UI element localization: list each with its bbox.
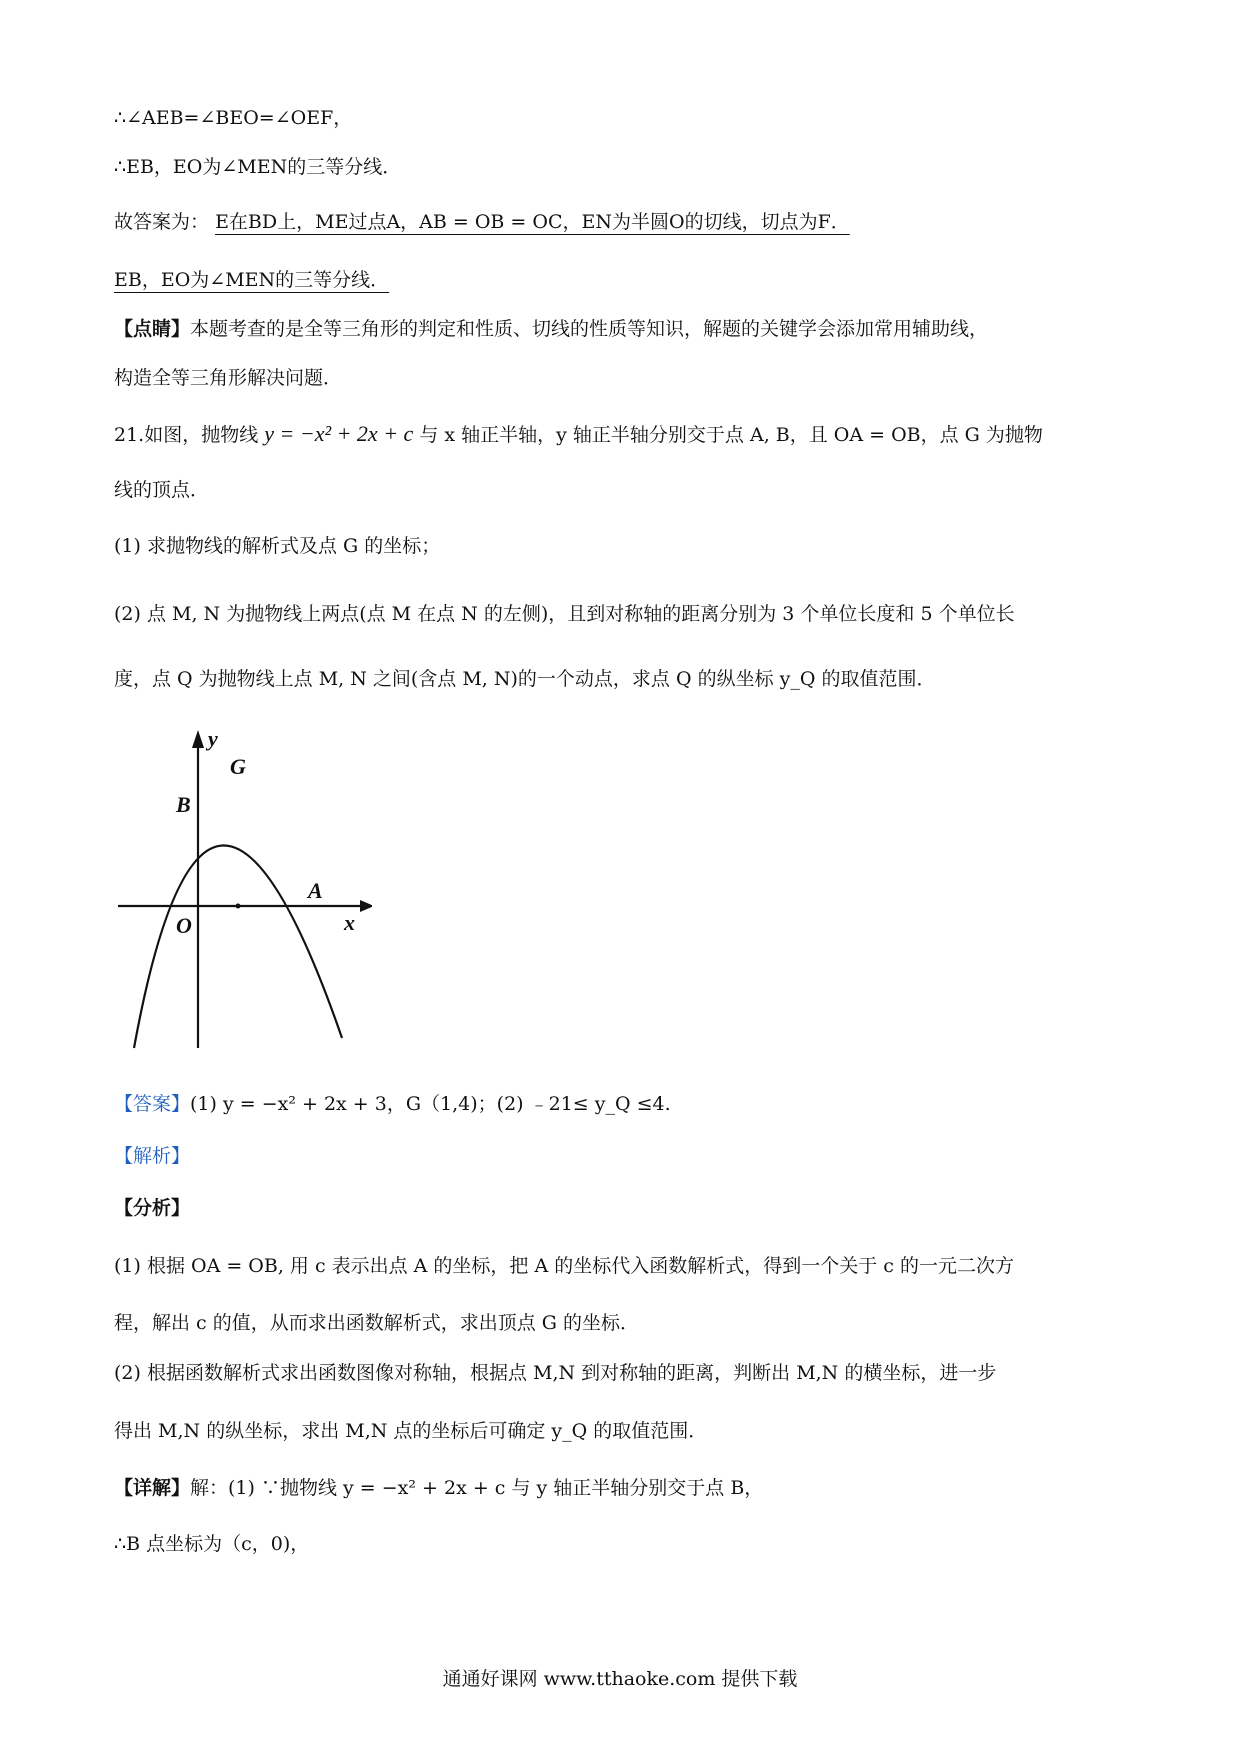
underlined-answer: E在BD上，ME过点A，AB = OB = OC，EN为半圆O的切线，切点为F．: [215, 211, 850, 233]
sub-question-2: (2) 点 M, N 为抛物线上两点(点 M 在点 N 的左侧)，且到对称轴的距离分别为 3 个单位长度和 5 个单位长: [114, 603, 1015, 625]
detail-line: [114, 1474, 1136, 1502]
question-number: 21.如图，抛物线: [114, 424, 259, 446]
analysis-1-cont: 程，解出 c 的值，从而求出函数解析式，求出顶点 G 的坐标．: [114, 1312, 639, 1334]
text-line: ∴EB，EO为∠MEN的三等分线．: [114, 156, 402, 178]
comment-text: 本题考查的是全等三角形的判定和性质、切线的性质等知识，解题的关键学会添加常用辅助线，: [190, 318, 989, 340]
y-axis-arrow: [192, 730, 204, 748]
detail-tag: 【详解】: [114, 1477, 191, 1499]
analysis-2: (2) 根据函数解析式求出函数图像对称轴，根据点 M,N 到对称轴的距离，判断出 M,N 的横坐标，进一步: [114, 1362, 997, 1384]
answer-prefix: 故答案为：: [114, 211, 210, 233]
parabola-figure: [112, 728, 372, 1058]
vertex-label-G: G: [230, 754, 246, 779]
comment-line: [114, 315, 1136, 343]
point-label-B: B: [176, 792, 191, 817]
parabola-equation: y = −x² + 2x + c: [264, 421, 414, 446]
answer-section: [114, 1090, 1136, 1118]
y-axis-label: y: [208, 728, 218, 751]
question-text-2: 线的顶点．: [114, 479, 210, 501]
comment-line-2: 构造全等三角形解决问题．: [114, 367, 343, 389]
point-label-A: A: [308, 878, 323, 903]
final-line: ∴B 点坐标为（c，0)，: [114, 1533, 310, 1555]
question-21: [114, 420, 1136, 449]
detail-text: 解：(1) ∵抛物线 y = −x² + 2x + c 与 y 轴正半轴分别交于点 B，: [190, 1477, 764, 1499]
sub-question-2-cont: 度，点 Q 为抛物线上点 M, N 之间(含点 M, N)的一个动点，求点 Q 的纵坐标 y_Q 的取值范围．: [114, 668, 936, 690]
text-line: ∴∠AEB=∠BEO=∠OEF，: [114, 107, 353, 129]
parabola-curve: [134, 845, 342, 1048]
answer-line: [114, 208, 1136, 236]
x-axis-label: x: [344, 910, 355, 935]
footer-watermark: 通通好课网 www.tthaoke.com 提供下载: [442, 1668, 798, 1690]
analysis-1: (1) 根据 OA = OB, 用 c 表示出点 A 的坐标，把 A 的坐标代入函数解析式，得到一个关于 c 的一元二次方: [114, 1255, 1014, 1277]
x-axis-arrow: [360, 900, 372, 912]
question-text: 与 x 轴正半轴，y 轴正半轴分别交于点 A, B，且 OA = OB，点 G 为抛物: [419, 424, 1043, 446]
answer-text: (1) y = −x² + 2x + 3，G（1,4)；(2) ﹣21≤ y_Q ≤4.: [190, 1093, 671, 1115]
answer-tag: 【答案】: [114, 1093, 191, 1115]
fenxi-tag: 【分析】: [114, 1197, 191, 1219]
underlined-answer-2: EB，EO为∠MEN的三等分线．: [114, 269, 390, 291]
comment-tag: 【点睛】: [114, 318, 191, 340]
sub-question-1: (1) 求抛物线的解析式及点 G 的坐标；: [114, 535, 441, 557]
analysis-2-cont: 得出 M,N 的纵坐标，求出 M,N 点的坐标后可确定 y_Q 的取值范围．: [114, 1420, 708, 1442]
origin-label-O: O: [176, 913, 192, 938]
tick-mark: [236, 904, 241, 909]
analysis-tag: 【解析】: [114, 1145, 191, 1167]
